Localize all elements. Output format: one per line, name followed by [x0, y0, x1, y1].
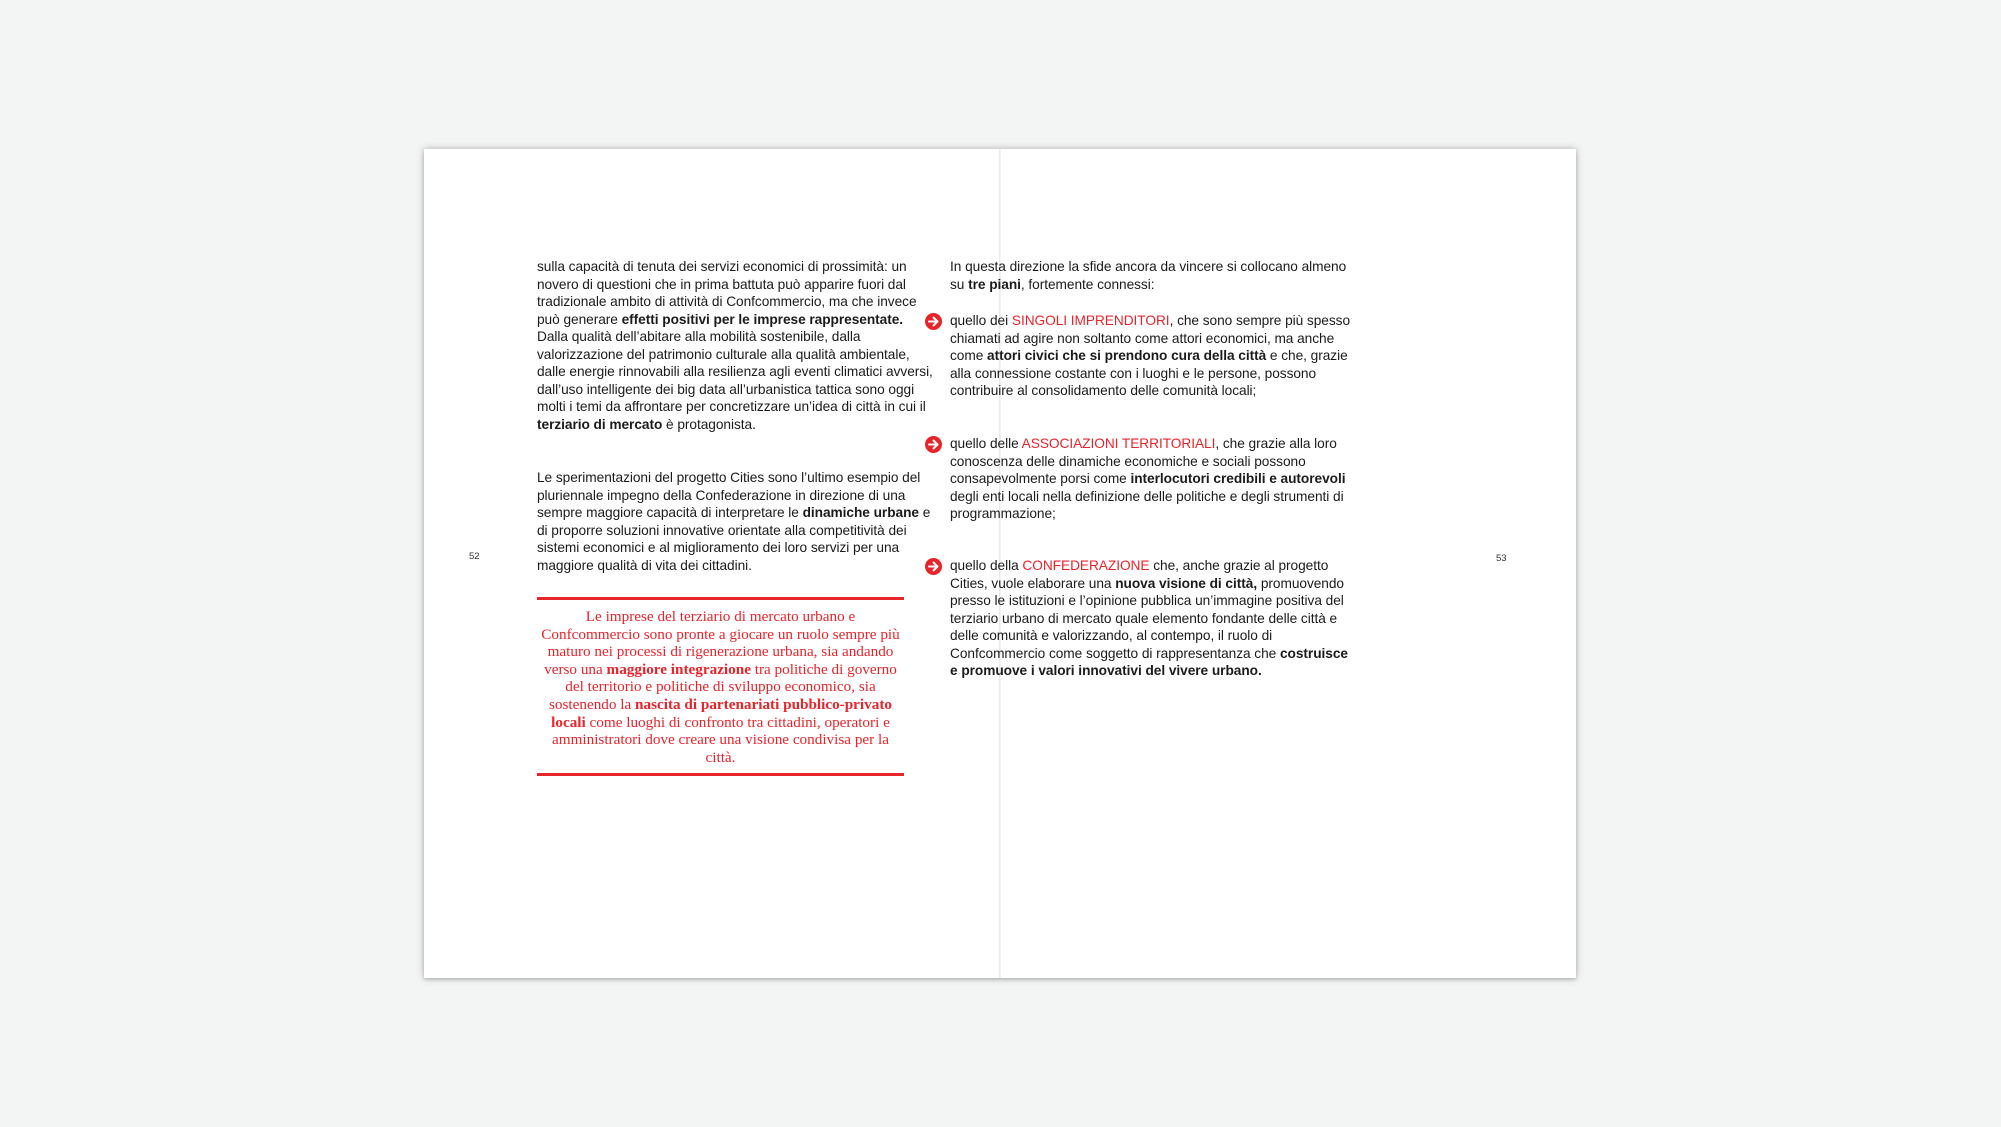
quote-bold-run: maggiore integrazione — [606, 660, 751, 678]
arrow-right-circle-icon — [925, 313, 942, 330]
text-run: Le sperimentazioni del progetto Cities sono l’ultimo esempio del pluriennale impegno della Confederazione in direzione di una sempre maggiore capacità di interpretare le — [537, 470, 921, 520]
text-run: quello dei — [950, 313, 1012, 328]
bullet-item-confederazione — [950, 557, 1350, 680]
text-run: In questa direzione la sfide ancora da vincere si collocano almeno su — [950, 259, 1347, 292]
text-run: , che grazie alla loro conoscenza delle dinamiche economiche e sociali possono consapevolmente porsi come — [950, 436, 1337, 486]
arrow-right-circle-icon — [925, 436, 942, 453]
text-run: degli enti locali nella definizione delle politiche e degli strumenti di programmazione; — [950, 488, 1344, 521]
quote-run: tra politiche di governo del territorio e politiche di sviluppo economico, sia sostenendo la — [549, 660, 897, 713]
bold-run: attori civici che si prendono cura della città — [987, 348, 1267, 363]
bullet-item-imprenditori — [950, 312, 1350, 400]
bold-run: interlocutori credibili e autorevoli — [1130, 471, 1346, 486]
text-run: , che sono sempre più spesso chiamati ad agire non soltanto come attori economici, ma anche come — [950, 313, 1351, 363]
highlight-run: ASSOCIAZIONI TERRITORIALI — [1021, 436, 1216, 451]
text-run: sulla capacità di tenuta dei servizi economici di prossimità: un novero di questioni che in prima battuta può apparire fuori dal tradizionale ambito di attività di Confcommercio, ma che invece può generare — [537, 259, 917, 327]
right-intro-paragraph — [950, 258, 1350, 293]
left-page — [424, 149, 999, 978]
bold-run: effetti positivi per le imprese rappresentate. — [621, 311, 904, 327]
bullet-item-associazioni — [950, 435, 1350, 523]
bullet-text — [950, 435, 1350, 523]
quote-run: come luoghi di confronto tra cittadini, operatori e amministratori dove creare una visione condivisa per la città. — [552, 713, 890, 766]
text-run: e che, grazie alla connessione costante con i luoghi e le persone, possono contribuire al consolidamento delle comunità locali; — [950, 348, 1348, 398]
arrow-right-circle-icon — [925, 558, 942, 575]
bold-run: costruisce e promuove i valori innovativi del vivere urbano. — [950, 645, 1348, 678]
bullet-text — [950, 312, 1350, 400]
quote-bold-run: nascita di partenariati pubblico-privato locali — [551, 695, 892, 731]
bold-run: terziario di mercato — [537, 416, 663, 432]
page-number-right: 53 — [1496, 553, 1507, 564]
left-paragraph-1 — [537, 258, 937, 433]
quote-run: Le imprese del terziario di mercato urbano e Confcommercio sono pronte a giocare un ruolo sempre più maturo nei processi di rigenerazione urbana, sia andando verso una — [541, 608, 900, 678]
text-run: , fortemente connessi: — [1020, 276, 1155, 292]
highlight-run: CONFEDERAZIONE — [1022, 558, 1150, 573]
left-paragraph-2 — [537, 469, 937, 574]
text-run: è protagonista. — [662, 416, 756, 432]
book-spread — [424, 149, 1576, 978]
text-run: quello delle — [950, 436, 1022, 451]
pull-quote — [537, 597, 904, 776]
page-number-left: 52 — [469, 551, 480, 562]
text-run: quello della — [950, 558, 1023, 573]
text-run: e di proporre soluzioni innovative orientate alla competitività dei sistemi economici e al miglioramento dei loro servizi per una maggiore qualità di vita dei cittadini. — [537, 505, 931, 573]
text-run: Dalla qualità dell’abitare alla mobilità sostenibile, dalla valorizzazione del patrimonio culturale alla qualità ambientale, dalle energie rinnovabili alla resilienza agli eventi climatici avversi, dall’uso intelligente dei big data all’urbanistica tattica sono oggi molti i temi da affrontare per concretizzare un’idea di città in cui il — [537, 329, 933, 414]
text-run: promuovendo presso le istituzioni e l’opinione pubblica un’immagine positiva del terziario urbano di mercato quale elemento fondante delle città e delle comunità e valorizzando, al contempo, il ruolo di Confcommercio come soggetto di rappresentanza che — [950, 575, 1344, 661]
bold-run: tre piani — [968, 276, 1021, 292]
right-page — [950, 149, 1576, 978]
text-run: che, anche grazie al progetto Cities, vuole elaborare una — [950, 558, 1329, 591]
bold-run: dinamiche urbane — [802, 505, 919, 520]
highlight-run: SINGOLI IMPRENDITORI — [1011, 313, 1170, 328]
bullet-text — [950, 557, 1350, 680]
bold-run: nuova visione di città, — [1115, 575, 1258, 591]
